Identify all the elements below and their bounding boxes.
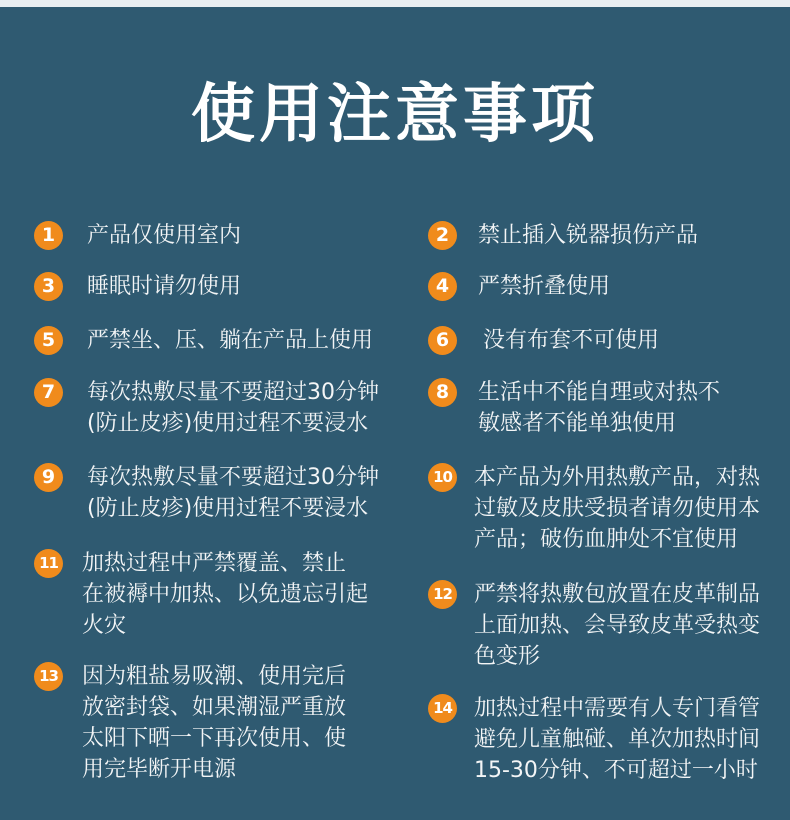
- number-badge: 14: [428, 694, 457, 723]
- number-badge: 7: [34, 378, 63, 407]
- number-badge: 2: [428, 221, 457, 250]
- number-badge: 5: [34, 326, 63, 355]
- top-border: [0, 0, 790, 7]
- notice-line: 因为粗盐易吸潮、使用完后: [82, 664, 347, 689]
- notice-line: 用完毕断开电源: [82, 757, 237, 782]
- number-badge: 1: [34, 221, 63, 250]
- notice-line: 没有布套不可使用: [483, 328, 660, 353]
- notice-line: 每次热敷尽量不要超过30分钟: [87, 465, 379, 490]
- notice-line: 每次热敷尽量不要超过30分钟: [87, 380, 379, 405]
- notice-line: 禁止插入锐器损伤产品: [478, 223, 699, 248]
- notice-line: 放密封袋、如果潮湿严重放: [82, 695, 347, 720]
- number-badge: 12: [428, 580, 457, 609]
- number-badge: 11: [34, 549, 63, 578]
- notice-line: 加热过程中严禁覆盖、禁止: [82, 551, 347, 576]
- notice-line: 睡眠时请勿使用: [87, 274, 242, 299]
- notice-line: 在被褥中加热、以免遗忘引起: [82, 582, 369, 607]
- notice-line: 本产品为外用热敷产品，对热: [474, 465, 761, 490]
- notice-line: 加热过程中需要有人专门看管: [474, 696, 761, 721]
- notice-line: 15-30分钟、不可超过一小时: [474, 758, 758, 783]
- notice-line: 生活中不能自理或对热不: [478, 380, 721, 405]
- notice-line: 严禁坐、压、躺在产品上使用: [87, 328, 374, 353]
- notice-line: 避免儿童触碰、单次加热时间: [474, 727, 761, 752]
- number-badge: 13: [34, 662, 63, 691]
- notice-line: (防止皮疹)使用过程不要浸水: [87, 411, 369, 436]
- page-title: 使用注意事项: [191, 78, 599, 152]
- number-badge: 8: [428, 378, 457, 407]
- notice-line: 过敏及皮肤受损者请勿使用本: [474, 496, 761, 521]
- notice-line: 严禁折叠使用: [478, 274, 611, 299]
- notice-line: 产品；破伤血肿处不宜使用: [474, 527, 739, 552]
- notice-line: 敏感者不能单独使用: [478, 411, 677, 436]
- number-badge: 3: [34, 272, 63, 301]
- number-badge: 4: [428, 272, 457, 301]
- notice-line: 上面加热、会导致皮革受热变: [474, 613, 761, 638]
- notice-line: 太阳下晒一下再次使用、使: [82, 726, 347, 751]
- notice-line: 严禁将热敷包放置在皮革制品: [474, 582, 761, 607]
- number-badge: 6: [428, 326, 457, 355]
- notice-line: 色变形: [474, 644, 541, 669]
- notice-line: 产品仅使用室内: [87, 223, 242, 248]
- number-badge: 10: [428, 463, 457, 492]
- notice-line: (防止皮疹)使用过程不要浸水: [87, 496, 369, 521]
- number-badge: 9: [34, 463, 63, 492]
- notice-line: 火灾: [82, 613, 127, 638]
